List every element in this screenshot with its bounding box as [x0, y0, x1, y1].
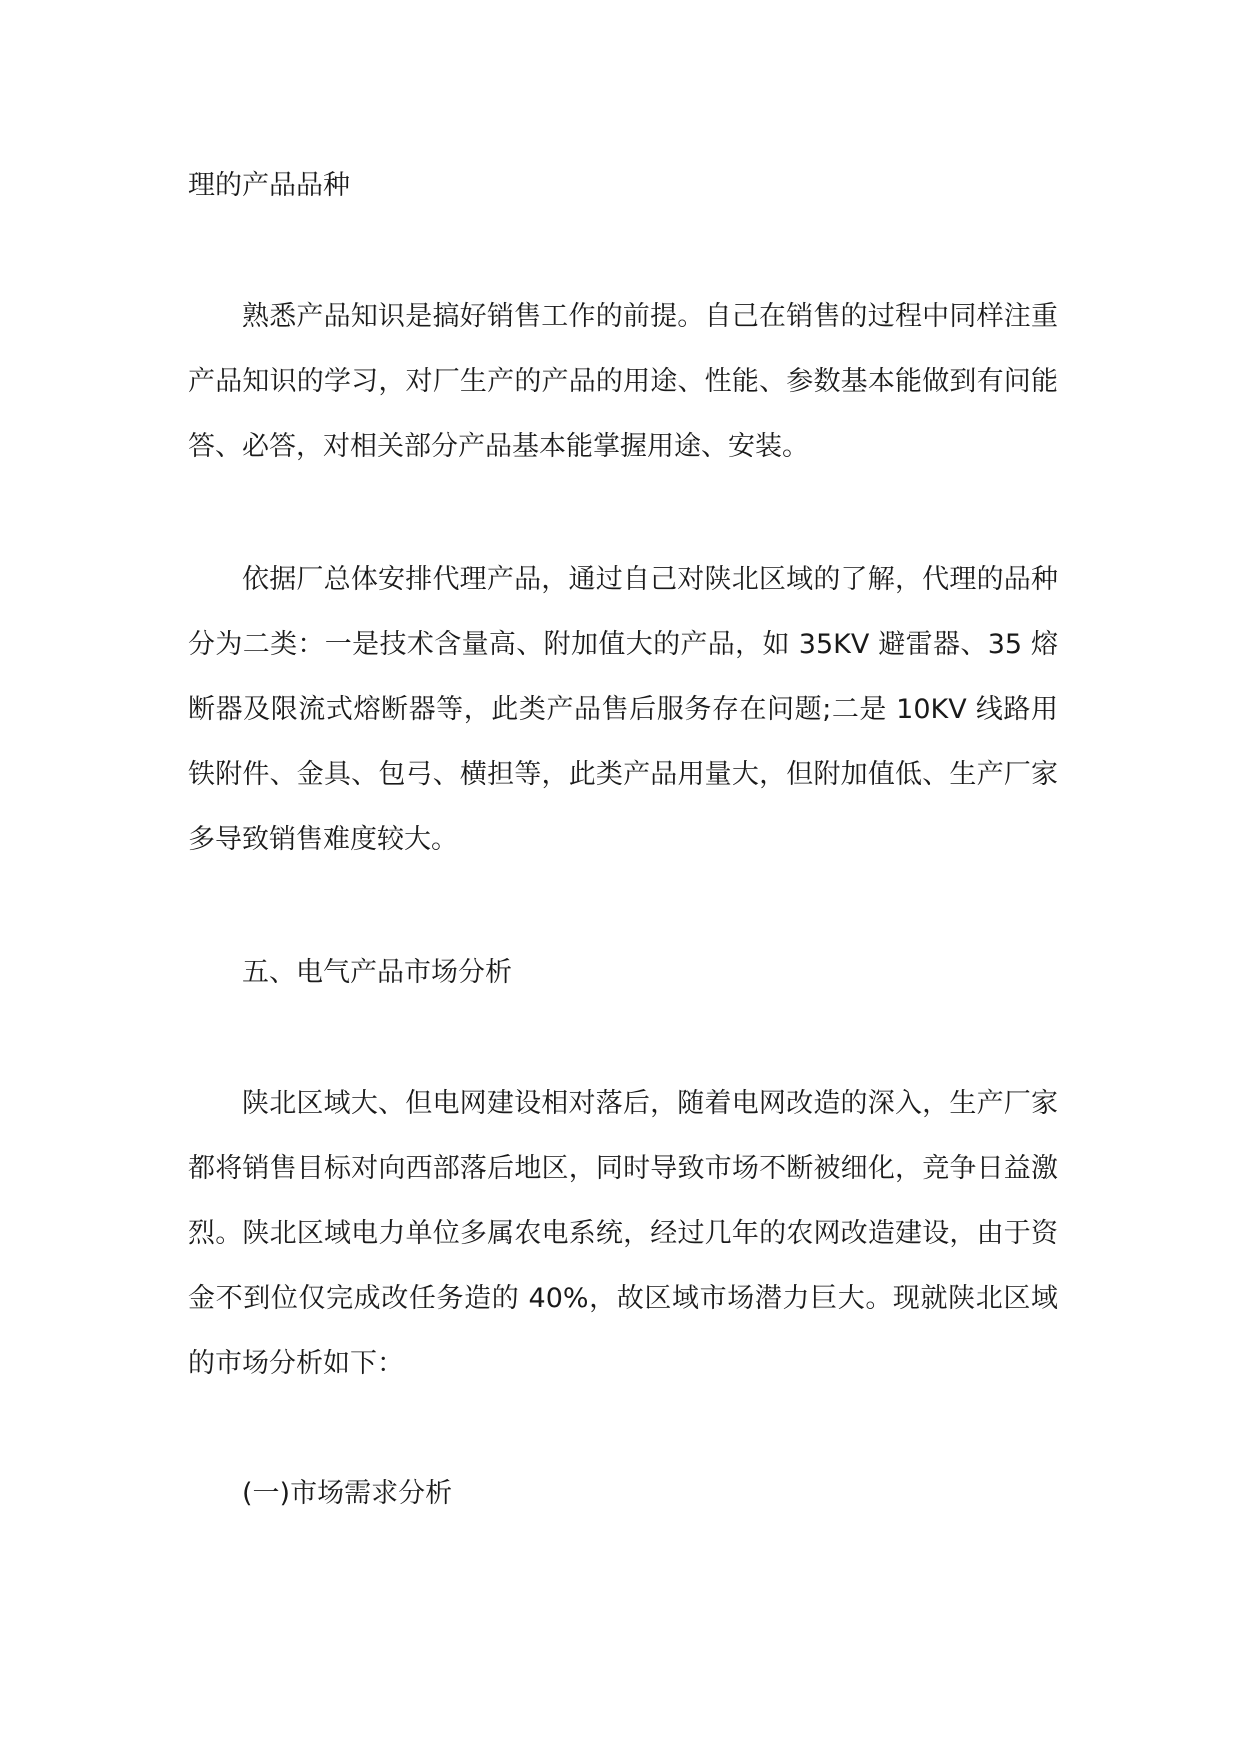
- section-heading-market-analysis: 五、电气产品市场分析: [242, 957, 512, 988]
- subsection-heading-demand-analysis: (一)市场需求分析: [242, 1478, 453, 1509]
- paragraph-product-knowledge: 熟悉产品知识是搞好销售工作的前提。自己在销售的过程中同样注重产品知识的学习，对厂生产的产品的用途、性能、参数基本能做到有问能答、必答，对相关部分产品基本能掌握用途、安装。: [188, 301, 1058, 462]
- paragraph-market-overview: 陕北区域大、但电网建设相对落后，随着电网改造的深入，生产厂家都将销售目标对向西部落后地区，同时导致市场不断被细化，竞争日益激烈。陕北区域电力单位多属农电系统，经过几年的农网改造建设，由于资金不到位仅完成改任务造的 40%，故区域市场潜力巨大。现就陕北区域的市场分析如下：: [188, 1088, 1058, 1379]
- paragraph-product-categories: 依据厂总体安排代理产品，通过自己对陕北区域的了解，代理的品种分为二类：一是技术含量高、附加值大的产品，如 35KV 避雷器、35 熔断器及限流式熔断器等，此类产品售后服务存在问题;二是 10KV 线路用铁附件、金具、包弓、横担等，此类产品用量大，但附加值低、生产厂家多导致销售难度较大。: [188, 564, 1058, 855]
- paragraph-continuation: 理的产品品种: [188, 170, 350, 201]
